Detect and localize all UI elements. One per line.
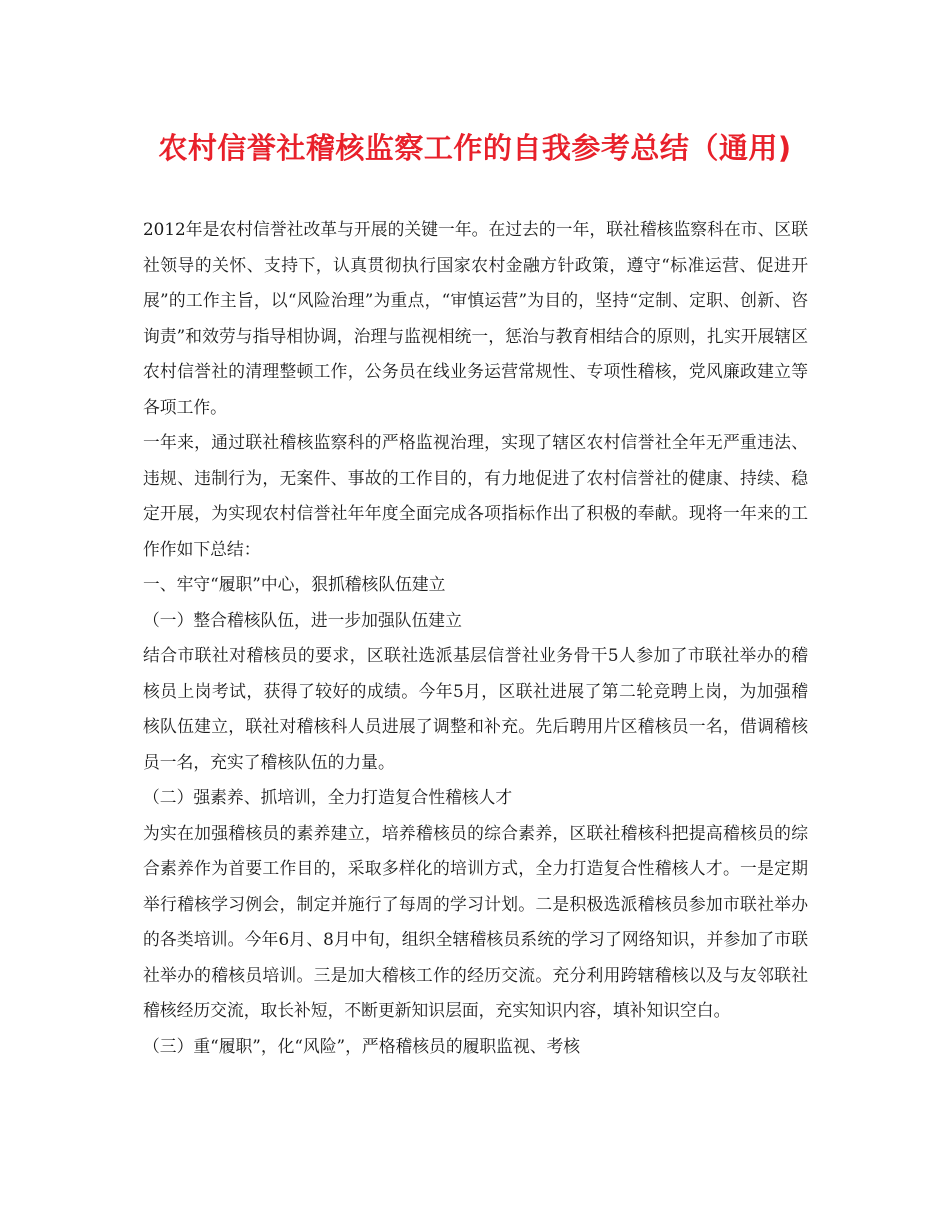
paragraph-intro: 2012年是农村信誉社改革与开展的关键一年。在过去的一年，联社稽核监察科在市、区联社领导的关怀、支持下，认真贯彻执行国家农村金融方针政策，遵守“标准运营、促进开展”的工作主旨，以“风险治理”为重点，“审慎运营”为目的，坚持“定制、定职、创新、咨询责”和效劳与指导相协调，治理与监视相统一，惩治与教育相结合的原则，扎实开展辖区农村信誉社的清理整顿工作，公务员在线业务运营常规性、专项性稽核，党风廉政建立等各项工作。 [143,219,808,417]
paragraph-achievements: 一年来，通过联社稽核监察科的严格监视治理，实现了辖区农村信誉社全年无严重违法、违规、违制行为，无案件、事故的工作目的，有力地促进了农村信誉社的健康、持续、稳定开展，为实现农村信誉社年年度全面完成各项指标作出了积极的奉献。现将一年来的工作作如下总结： [143,432,808,559]
document-title: 农村信誉社稽核监察工作的自我参考总结（通用) [158,131,792,165]
subsection-heading-1-1: （一）整合稽核队伍，进一步加强队伍建立 [143,609,462,630]
subsection-heading-1-3: （三）重“履职”，化“风险”，严格稽核员的履职监视、考核 [143,1035,581,1056]
document-body [143,212,808,1064]
paragraph-team-integration: 结合市联社对稽核员的要求，区联社选派基层信誉社业务骨干5人参加了市联社举办的稽核员上岗考试，获得了较好的成绩。今年5月，区联社进展了第二轮竞聘上岗，为加强稽核队伍建立，联社对稽核科人员进展了调整和补充。先后聘用片区稽核员一名，借调稽核员一名，充实了稽核队伍的力量。 [143,645,808,772]
paragraph-training: 为实在加强稽核员的素养建立，培养稽核员的综合素养，区联社稽核科把提高稽核员的综合素养作为首要工作目的，采取多样化的培训方式，全力打造复合性稽核人才。一是定期举行稽核学习例会，制定并施行了每周的学习计划。二是积极选派稽核员参加市联社举办的各类培训。今年6月、8月中旬，组织全辖稽核员系统的学习了网络知识，并参加了市联社举办的稽核员培训。三是加大稽核工作的经历交流。充分利用跨辖稽核以及与友邻联社稽核经历交流，取长补短，不断更新知识层面，充实知识内容，填补知识空白。 [143,822,808,1020]
section-heading-1: 一、牢守“履职”中心，狠抓稽核队伍建立 [143,574,446,594]
subsection-heading-1-2: （二）强素养、抓培训，全力打造复合性稽核人才 [143,787,513,807]
